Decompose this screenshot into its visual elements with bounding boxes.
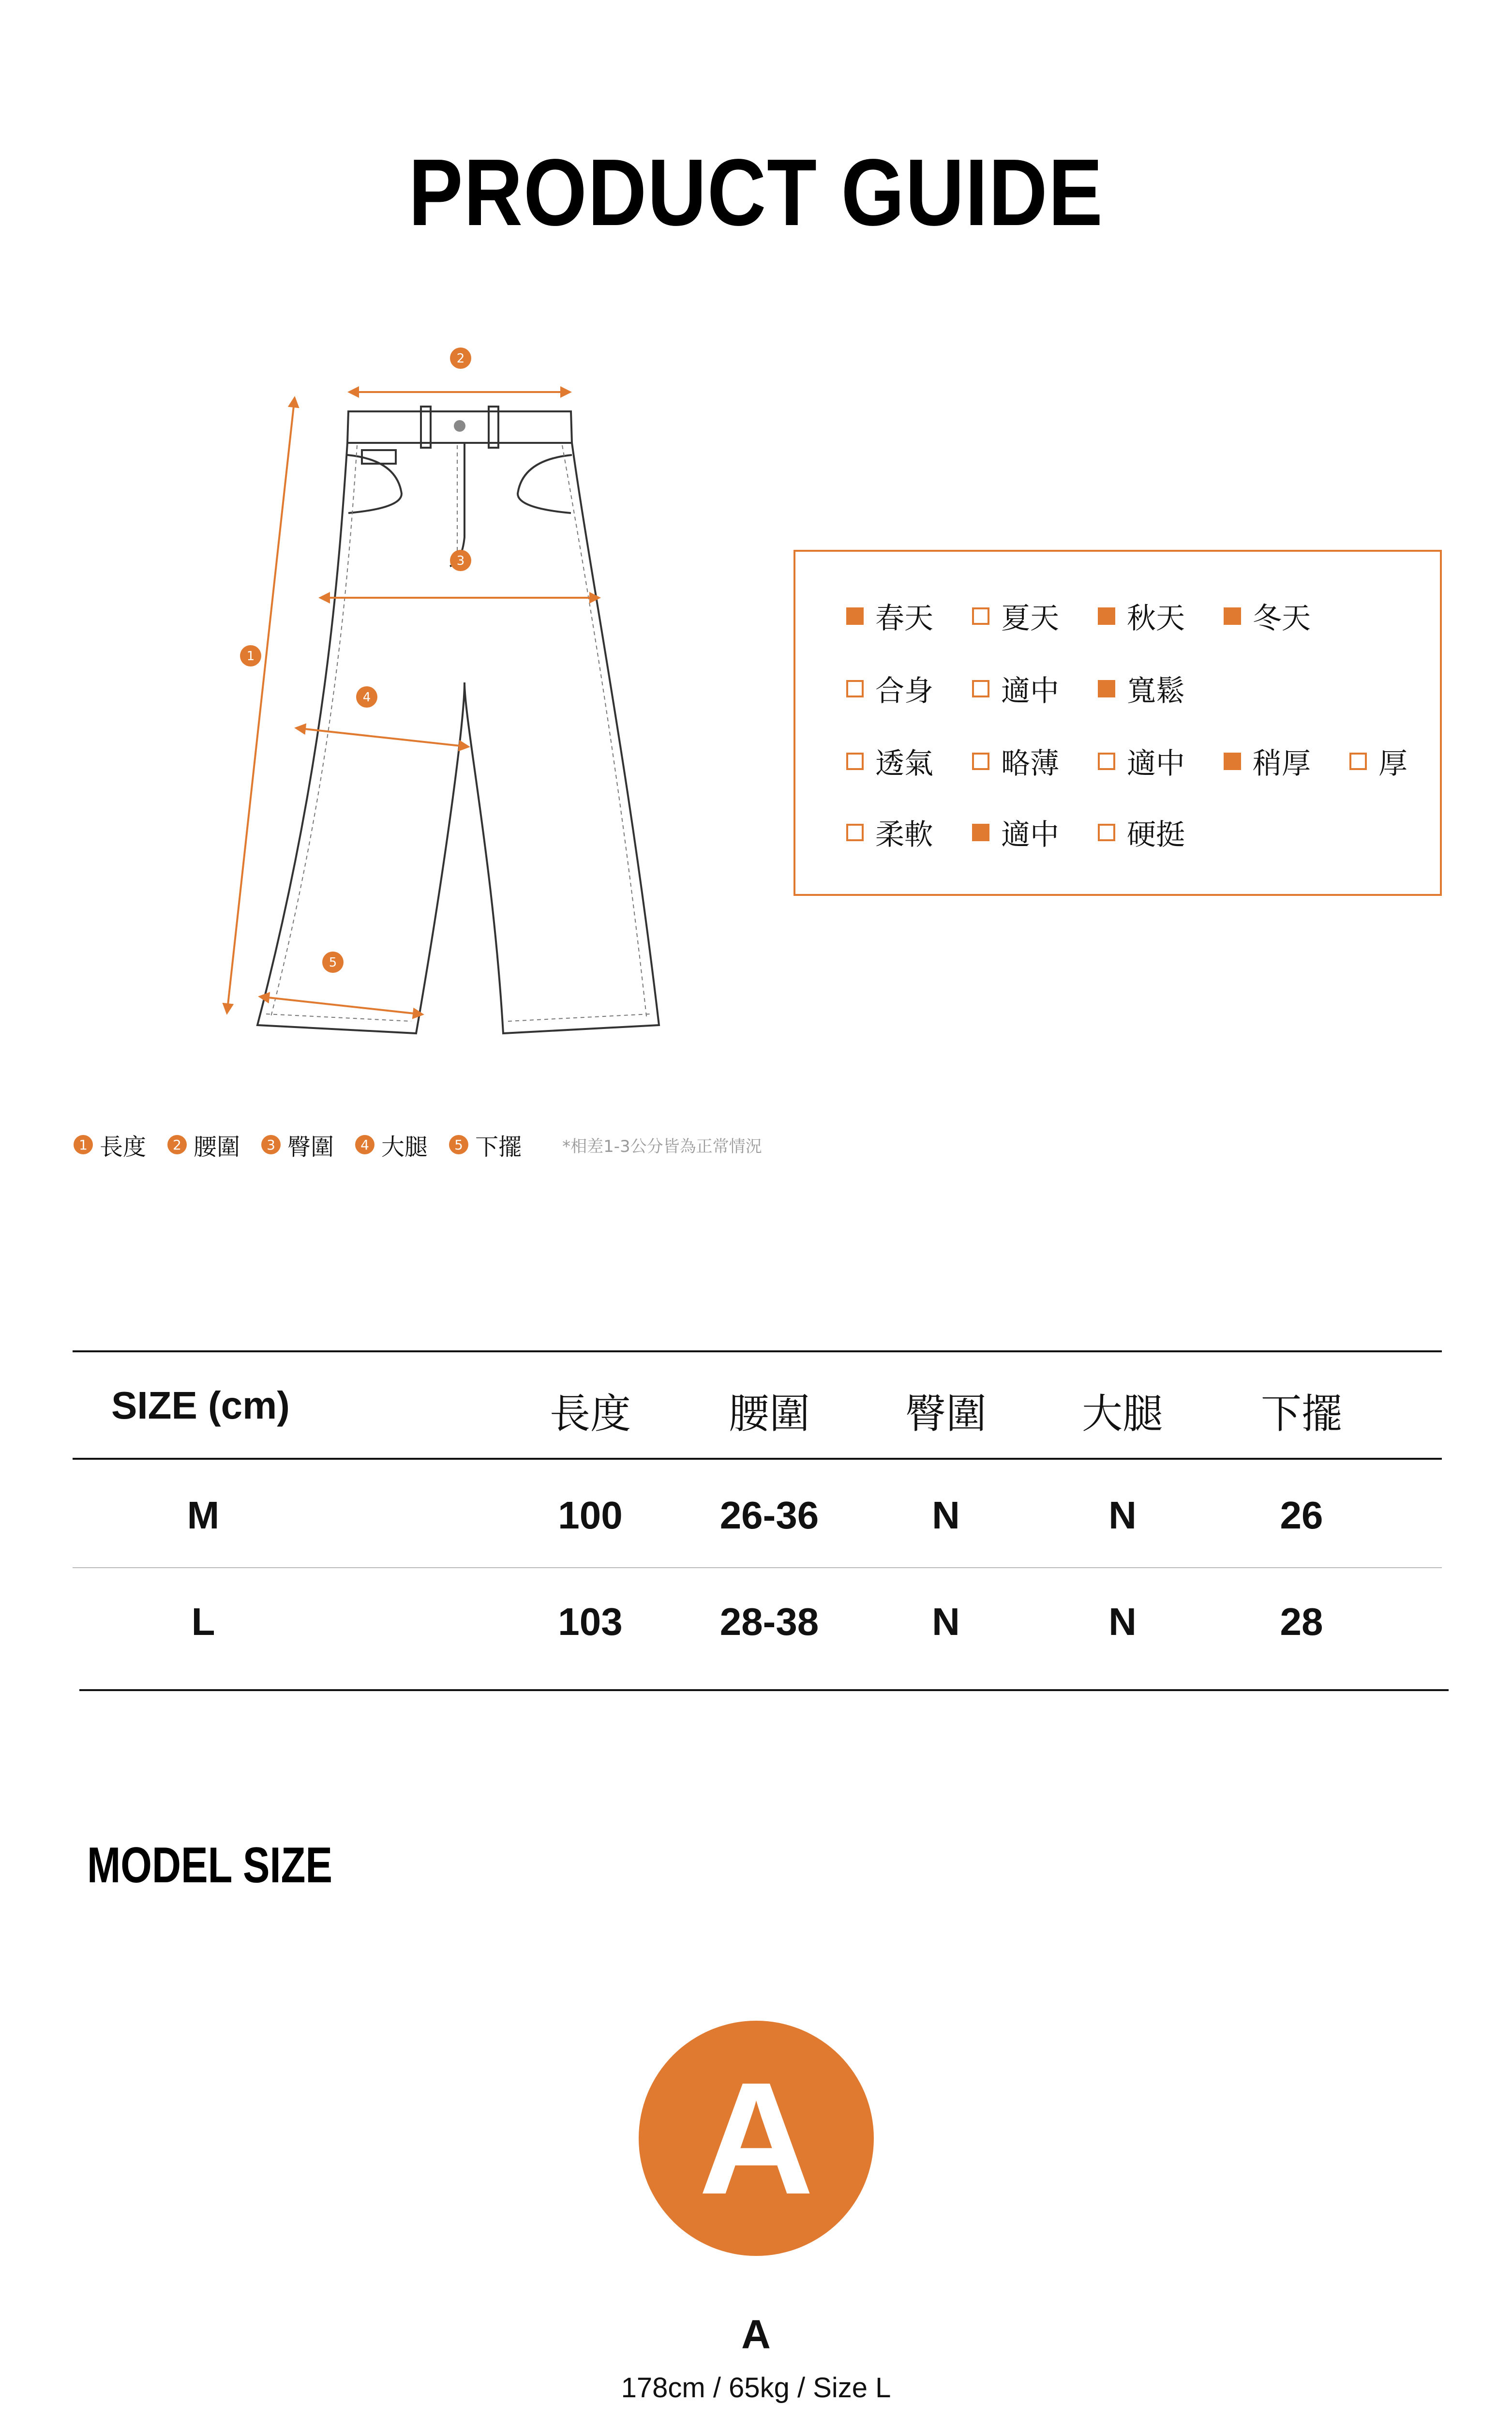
cell-size: M [187, 1494, 220, 1537]
checkbox[interactable] [972, 680, 989, 697]
legend-number: 2 [167, 1135, 187, 1154]
attr-item[interactable] [1098, 744, 1185, 781]
attr-item[interactable] [1224, 599, 1311, 633]
model-badge [639, 2021, 874, 2256]
attr-label: 柔軟 [875, 818, 933, 852]
cell-waist: 26-36 [719, 1494, 819, 1537]
legend-label: 大腿 [381, 1133, 428, 1161]
checkbox[interactable] [846, 607, 864, 625]
marker-5: 5 [329, 955, 337, 970]
attr-item[interactable] [846, 599, 933, 633]
checkbox[interactable] [972, 824, 989, 841]
cell-hip: N [932, 1600, 960, 1643]
checkbox[interactable] [846, 824, 864, 841]
header-hem: 下擺 [1260, 1390, 1342, 1437]
cell-thigh: N [1108, 1494, 1137, 1537]
table-row-divider [73, 1567, 1442, 1568]
model-measurements: 178cm / 65kg / Size L [621, 2372, 891, 2404]
legend-item [167, 1128, 240, 1162]
pants-diagram [194, 334, 677, 1060]
checkbox[interactable] [1098, 607, 1115, 625]
attr-label: 冬天 [1253, 602, 1311, 635]
checkbox[interactable] [1224, 607, 1241, 625]
page-title: PRODUCT GUIDE [408, 139, 1104, 245]
attr-item[interactable] [846, 744, 933, 781]
cell-size: L [191, 1600, 215, 1643]
cell-waist: 28-38 [719, 1600, 819, 1643]
cell-hem: 28 [1280, 1600, 1323, 1643]
model-size-title: MODEL SIZE [87, 1837, 332, 1893]
checkbox[interactable] [846, 753, 864, 770]
legend-label: 長度 [100, 1133, 147, 1161]
legend-number: 3 [261, 1135, 281, 1154]
attr-item[interactable] [1098, 599, 1185, 633]
marker-3: 3 [456, 554, 465, 568]
cell-length: 100 [558, 1494, 623, 1537]
model-badge-letter: A [698, 2049, 814, 2227]
attr-label: 透氣 [875, 747, 933, 781]
attr-label: 厚 [1378, 747, 1407, 781]
checkbox[interactable] [1098, 824, 1115, 841]
pants-outline [257, 407, 659, 1033]
checkbox[interactable] [972, 607, 989, 625]
header-size: SIZE (cm) [111, 1384, 290, 1427]
attr-label: 適中 [1127, 747, 1185, 781]
attr-item[interactable] [1349, 744, 1407, 781]
marker-2: 2 [456, 351, 465, 366]
attr-item[interactable] [1224, 744, 1311, 781]
attr-item[interactable] [1098, 816, 1185, 852]
attr-label: 夏天 [1001, 602, 1059, 635]
attr-label: 硬挺 [1127, 818, 1185, 852]
attr-label: 秋天 [1127, 602, 1185, 635]
attr-item[interactable] [972, 744, 1059, 781]
checkbox[interactable] [972, 753, 989, 770]
attr-item[interactable] [972, 816, 1059, 852]
checkbox[interactable] [846, 680, 864, 697]
header-waist: 腰圍 [728, 1390, 810, 1437]
table-header-rule [73, 1458, 1442, 1460]
attr-label: 春天 [875, 602, 933, 635]
marker-4: 4 [362, 690, 371, 705]
attr-label: 適中 [1001, 818, 1059, 852]
marker-1: 1 [246, 649, 255, 664]
legend-number: 5 [449, 1135, 468, 1154]
legend-number: 4 [355, 1135, 374, 1154]
measure-markers [240, 348, 471, 973]
cell-length: 103 [558, 1600, 623, 1643]
legend-item [355, 1128, 428, 1162]
legend-item [449, 1128, 522, 1162]
attr-label: 合身 [875, 674, 933, 708]
cell-thigh: N [1108, 1600, 1137, 1643]
table-bottom-rule [79, 1689, 1449, 1691]
attr-item[interactable] [972, 672, 1059, 706]
fabric-attributes-box [793, 550, 1442, 896]
attr-label: 適中 [1001, 674, 1059, 708]
legend-label: 臀圍 [287, 1133, 334, 1161]
legend-label: 腰圍 [194, 1133, 240, 1161]
cell-hip: N [932, 1494, 960, 1537]
checkbox[interactable] [1098, 680, 1115, 697]
attr-item[interactable] [846, 672, 933, 706]
pants-stitching [266, 445, 651, 1021]
checkbox[interactable] [1224, 753, 1241, 770]
tolerance-note: *相差1-3公分皆為正常情況 [562, 1136, 762, 1156]
table-top-rule [73, 1350, 1442, 1352]
attr-label: 略薄 [1001, 747, 1059, 781]
legend-item [74, 1128, 146, 1162]
checkbox[interactable] [1098, 753, 1115, 770]
cell-hem: 26 [1280, 1494, 1323, 1537]
attr-label: 稍厚 [1253, 747, 1311, 781]
legend-item [261, 1128, 334, 1162]
header-length: 長度 [549, 1390, 631, 1437]
attr-label: 寬鬆 [1127, 674, 1185, 708]
attr-item[interactable] [1098, 672, 1185, 706]
checkbox[interactable] [1349, 753, 1367, 770]
legend-number: 1 [74, 1135, 93, 1154]
measurement-legend [74, 1128, 762, 1162]
header-thigh: 大腿 [1081, 1390, 1163, 1437]
legend-label: 下擺 [475, 1133, 522, 1161]
attr-item[interactable] [846, 816, 933, 852]
header-hip: 臀圍 [905, 1390, 987, 1437]
attr-item[interactable] [972, 599, 1059, 633]
model-name: A [741, 2312, 771, 2357]
